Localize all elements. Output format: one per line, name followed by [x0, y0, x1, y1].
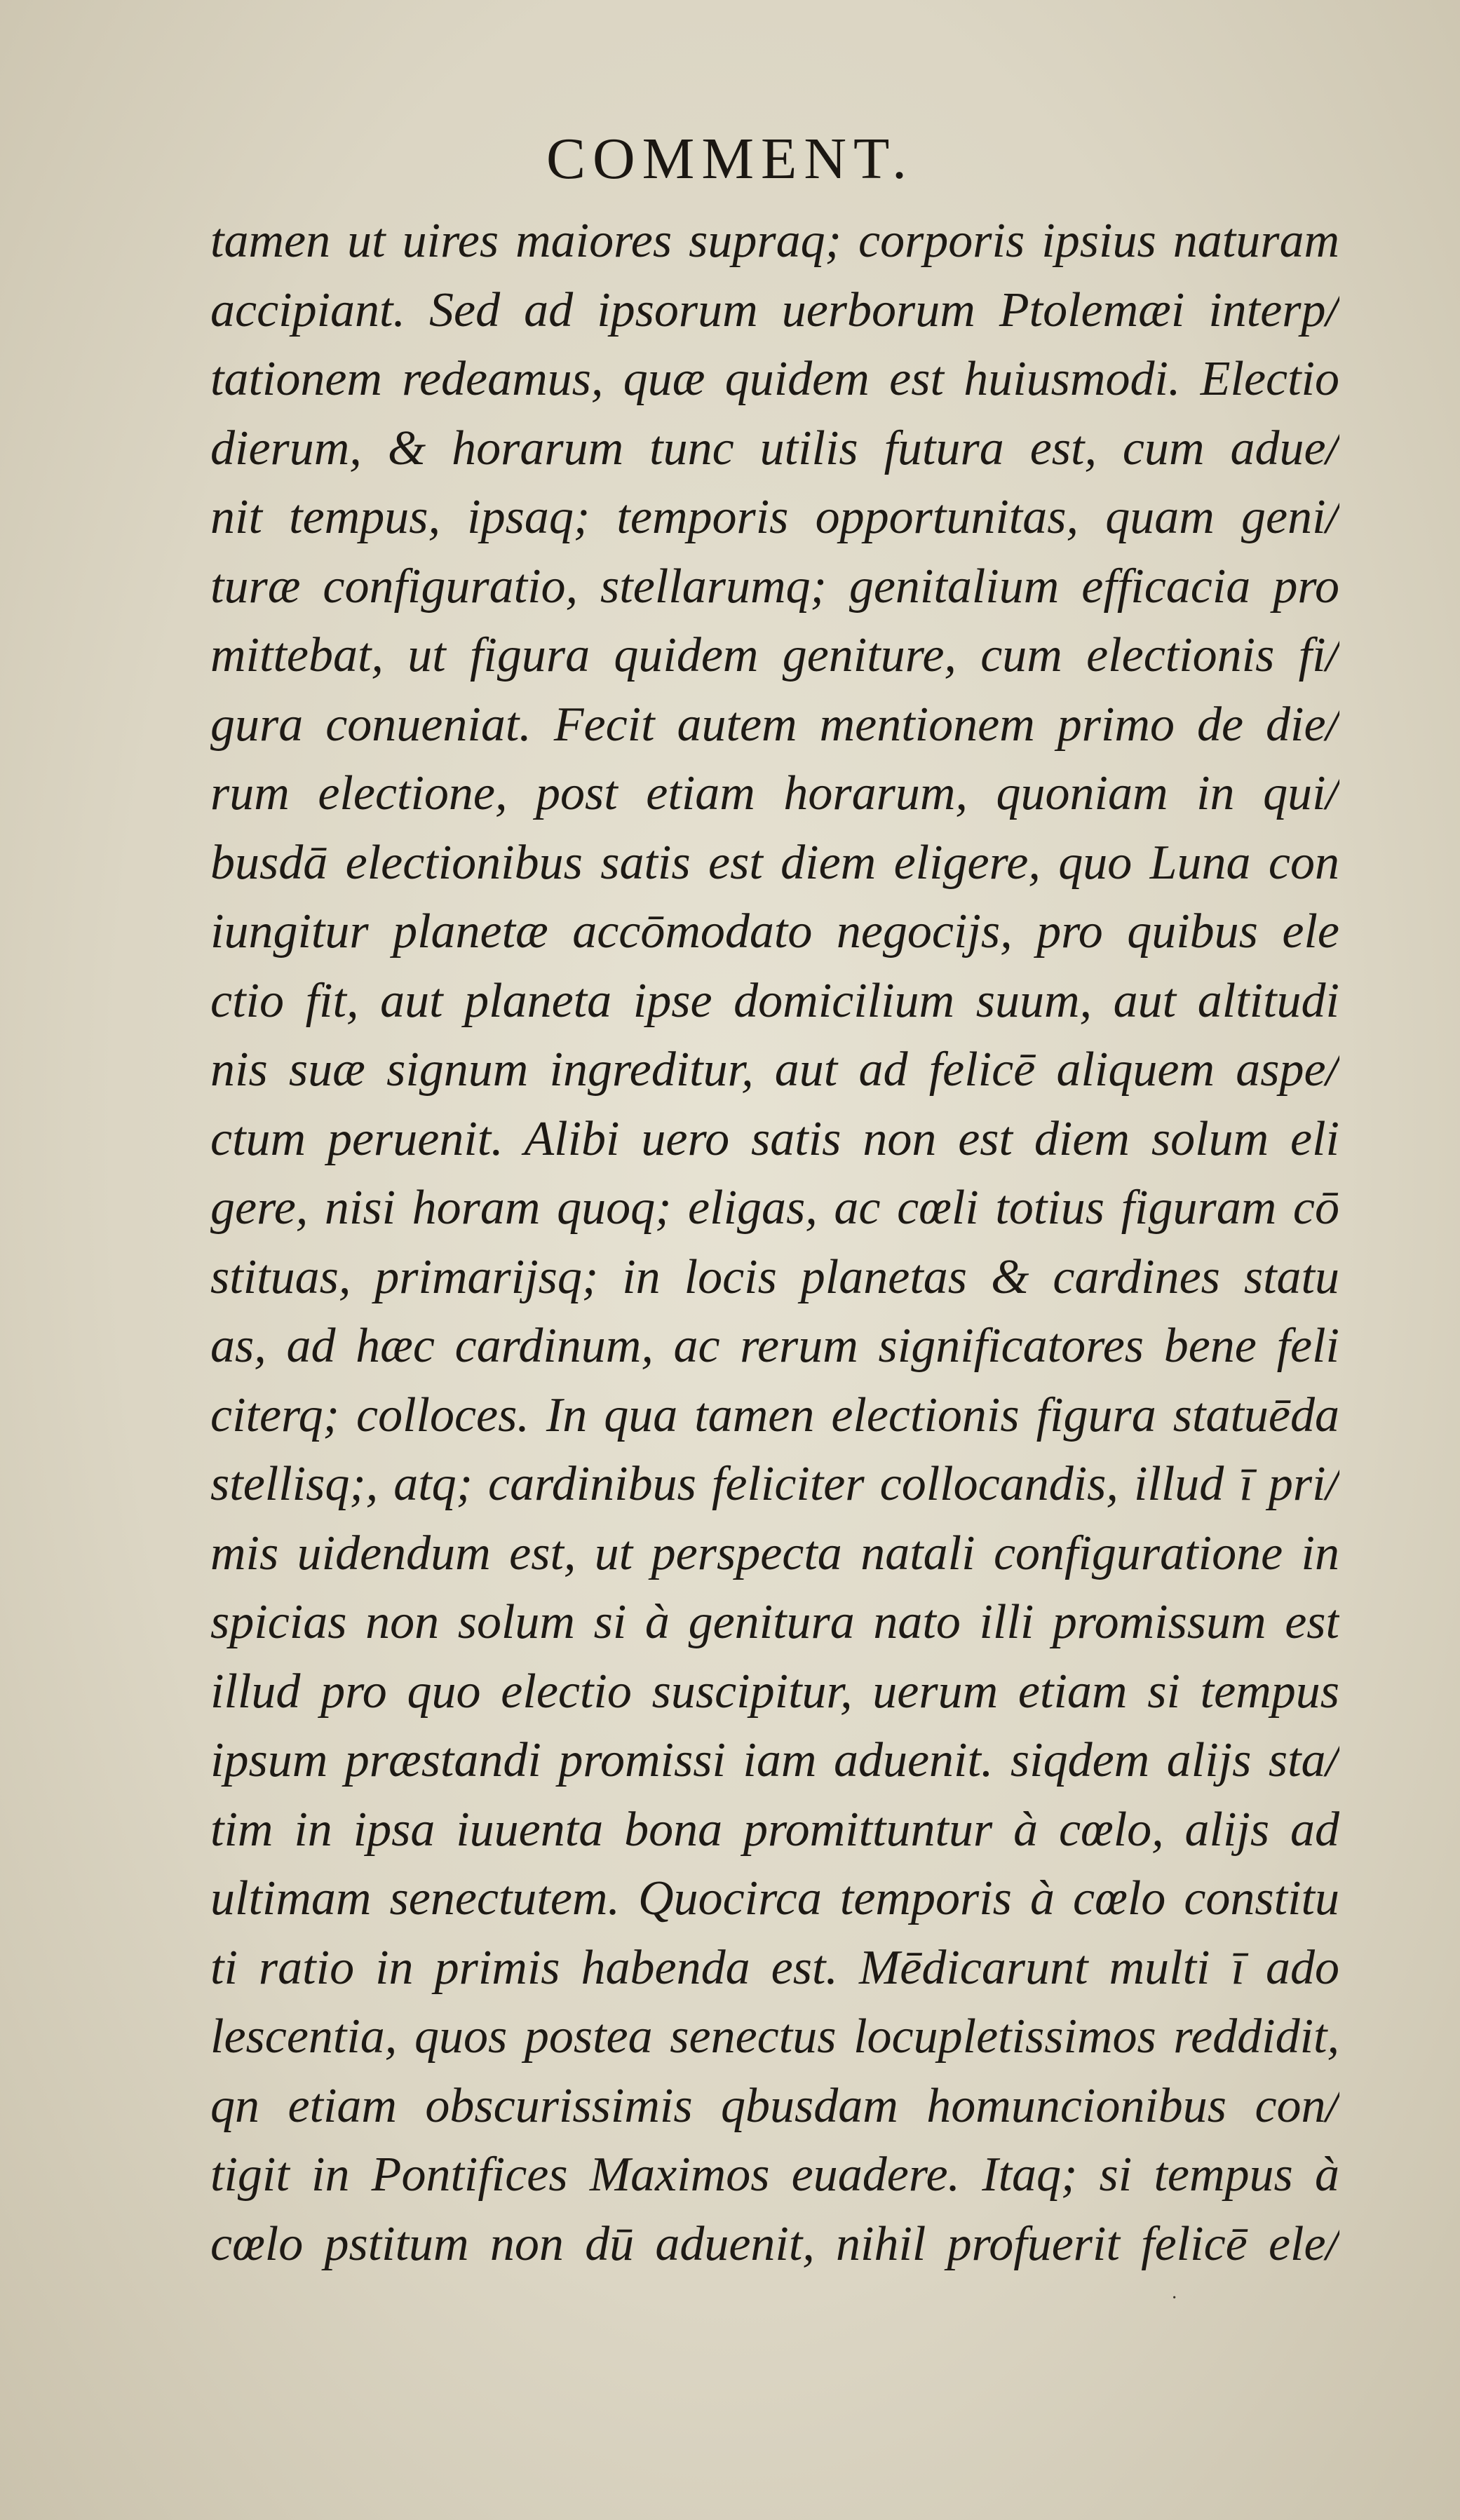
text-line: as, ad hæc cardinum, ac rerum significatores bene feli [210, 1319, 1339, 1373]
text-line: stituas, primarijsq; in locis planetas & cardines statu [210, 1249, 1339, 1304]
text-line: nis suæ signum ingreditur, aut ad felicē aliquem aspe/ [210, 1043, 1339, 1097]
text-line: turæ configuratio, stellarumq; genitalium efficacia pro [210, 559, 1339, 614]
text-line: qn etiam obscurissimis qbusdam homuncionibus con/ [210, 2078, 1339, 2133]
text-line: tigit in Pontifices Maximos euadere. Itaq; si tempus à [210, 2148, 1339, 2202]
text-line: ipsum præstandi promissi iam aduenit. siqdem alijs sta/ [210, 1733, 1339, 1787]
text-line: gura conueniat. Fecit autem mentionem primo de die/ [210, 697, 1339, 752]
text-line: ctum peruenit. Alibi uero satis non est diem solum eli [210, 1111, 1339, 1166]
running-head: COMMENT. [546, 126, 914, 191]
body-text [210, 207, 1339, 2279]
ink-speck: · [1171, 2287, 1178, 2309]
text-line: tationem redeamus, quæ quidem est huiusmodi. Electio [210, 352, 1339, 406]
text-line: spicias non solum si à genitura nato illi promissum est [210, 1595, 1339, 1649]
text-line: stellisq;, atq; cardinibus feliciter collocandis, illud ī pri/ [210, 1457, 1339, 1511]
text-line: rum electione, post etiam horarum, quoniam in qui/ [210, 766, 1339, 820]
text-line: tim in ipsa iuuenta bona promittuntur à cœlo, alijs ad [210, 1802, 1339, 1857]
text-line: ti ratio in primis habenda est. Mēdicarunt multi ī ado [210, 1940, 1339, 1995]
text-line: gere, nisi horam quoq; eligas, ac cœli totius figuram cō [210, 1181, 1339, 1235]
text-line: ultimam senectutem. Quocirca temporis à cœlo constitu [210, 1871, 1339, 1925]
text-line: busdā electionibus satis est diem eligere, quo Luna con [210, 835, 1339, 890]
text-line: citerq; colloces. In qua tamen electionis figura statuēda [210, 1388, 1339, 1442]
text-line: nit tempus, ipsaq; temporis opportunitas, quam geni/ [210, 490, 1339, 544]
text-line: ctio fit, aut planeta ipse domicilium suum, aut altitudi [210, 973, 1339, 1028]
text-line: lescentia, quos postea senectus locupletissimos reddidit, [210, 2010, 1339, 2064]
text-line: iungitur planetæ accōmodato negocijs, pro quibus ele [210, 905, 1339, 958]
text-line: mittebat, ut figura quidem geniture, cum electionis fi/ [210, 628, 1339, 682]
text-line: tamen ut uires maiores supraq; corporis ipsius naturam [210, 214, 1339, 268]
text-line: dierum, & horarum tunc utilis futura est, cum adue/ [210, 421, 1339, 475]
text-line: illud pro quo electio suscipitur, uerum etiam si tempus [210, 1664, 1339, 1719]
text-line: cœlo pstitum non dū aduenit, nihil profuerit felicē ele/ [210, 2216, 1339, 2271]
text-line: mis uidendum est, ut perspecta natali configuratione in [210, 1526, 1339, 1580]
text-line: accipiant. Sed ad ipsorum uerborum Ptolemæi interp/ [210, 283, 1339, 337]
